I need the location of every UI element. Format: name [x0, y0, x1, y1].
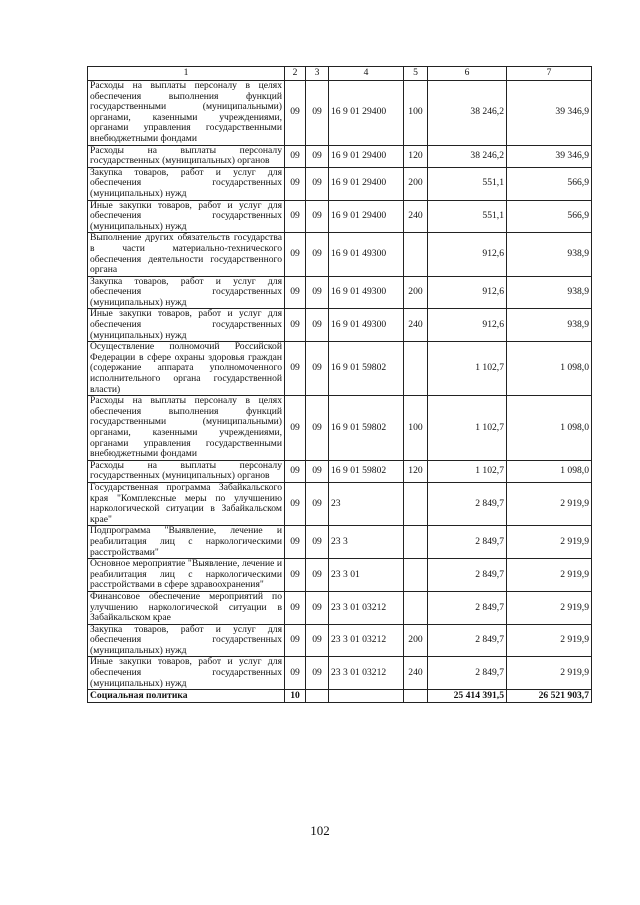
row-expense-type: 100	[404, 396, 428, 461]
row-subsection: 09	[306, 276, 329, 309]
row-subsection: 09	[306, 145, 329, 167]
row-expense-type	[404, 233, 428, 276]
row-name: Расходы на выплаты персоналу в целях обеспечения выполнения функций государственными (муниципальными) органами, казенными учреждениями, органами управления государственными внебюджетными фондами	[88, 396, 285, 461]
table-row	[88, 200, 592, 233]
row-subsection: 09	[306, 482, 329, 525]
row-name: Подпрограмма "Выявление, лечение и реабилитация лиц с наркологическими расстройствами"	[88, 526, 285, 559]
row-section: 09	[285, 276, 306, 309]
row-target-article: 16 9 01 59802	[329, 460, 404, 482]
row-subsection: 09	[306, 526, 329, 559]
row-subsection: 09	[306, 81, 329, 146]
row-amount-year1: 1 102,7	[428, 460, 507, 482]
row-target-article: 16 9 01 59802	[329, 342, 404, 396]
row-section: 09	[285, 233, 306, 276]
column-header-7: 7	[507, 67, 592, 81]
row-expense-type: 120	[404, 460, 428, 482]
row-amount-year2: 1 098,0	[507, 396, 592, 461]
row-amount-year1: 2 849,7	[428, 624, 507, 657]
row-section: 09	[285, 657, 306, 690]
row-target-article: 23 3 01 03212	[329, 624, 404, 657]
total-expense-type	[404, 690, 428, 703]
row-subsection: 09	[306, 657, 329, 690]
table-row	[88, 559, 592, 592]
row-section: 09	[285, 460, 306, 482]
table-body	[88, 81, 592, 690]
column-header-1: 1	[88, 67, 285, 81]
column-header-5: 5	[404, 67, 428, 81]
row-name: Закупка товаров, работ и услуг для обеспечения государственных (муниципальных) нужд	[88, 276, 285, 309]
total-row	[88, 690, 592, 703]
row-target-article: 16 9 01 29400	[329, 81, 404, 146]
total-amount-year2: 26 521 903,7	[507, 690, 592, 703]
row-amount-year2: 2 919,9	[507, 657, 592, 690]
row-amount-year1: 912,6	[428, 309, 507, 342]
row-name: Иные закупки товаров, работ и услуг для обеспечения государственных (муниципальных) нужд	[88, 200, 285, 233]
row-amount-year1: 1 102,7	[428, 342, 507, 396]
row-expense-type: 100	[404, 81, 428, 146]
row-target-article: 16 9 01 59802	[329, 396, 404, 461]
row-expense-type	[404, 559, 428, 592]
row-target-article: 23 3 01	[329, 559, 404, 592]
row-amount-year1: 2 849,7	[428, 482, 507, 525]
row-amount-year2: 1 098,0	[507, 342, 592, 396]
row-section: 09	[285, 167, 306, 200]
table-row	[88, 342, 592, 396]
table-row	[88, 482, 592, 525]
row-amount-year2: 2 919,9	[507, 624, 592, 657]
row-expense-type: 240	[404, 657, 428, 690]
row-target-article: 23	[329, 482, 404, 525]
row-expense-type: 200	[404, 624, 428, 657]
column-header-2: 2	[285, 67, 306, 81]
column-header-6: 6	[428, 67, 507, 81]
row-subsection: 09	[306, 309, 329, 342]
row-expense-type	[404, 342, 428, 396]
row-subsection: 09	[306, 559, 329, 592]
row-subsection: 09	[306, 342, 329, 396]
total-subsection	[306, 690, 329, 703]
row-subsection: 09	[306, 624, 329, 657]
row-subsection: 09	[306, 396, 329, 461]
row-amount-year2: 938,9	[507, 309, 592, 342]
row-amount-year2: 2 919,9	[507, 526, 592, 559]
row-section: 09	[285, 624, 306, 657]
row-section: 09	[285, 559, 306, 592]
row-amount-year1: 912,6	[428, 276, 507, 309]
row-section: 09	[285, 591, 306, 624]
row-expense-type: 200	[404, 167, 428, 200]
row-section: 09	[285, 200, 306, 233]
table-row	[88, 526, 592, 559]
row-target-article: 23 3	[329, 526, 404, 559]
row-subsection: 09	[306, 460, 329, 482]
row-amount-year1: 2 849,7	[428, 559, 507, 592]
row-section: 09	[285, 396, 306, 461]
row-section: 09	[285, 482, 306, 525]
page-number: 102	[310, 823, 330, 838]
row-amount-year1: 551,1	[428, 200, 507, 233]
table-row	[88, 233, 592, 276]
row-subsection: 09	[306, 200, 329, 233]
row-target-article: 16 9 01 49300	[329, 233, 404, 276]
row-subsection: 09	[306, 167, 329, 200]
row-amount-year1: 551,1	[428, 167, 507, 200]
row-name: Выполнение других обязательств государства в части материально-технического обеспечения деятельности государственного органа	[88, 233, 285, 276]
row-amount-year2: 2 919,9	[507, 482, 592, 525]
row-expense-type	[404, 591, 428, 624]
row-amount-year2: 938,9	[507, 233, 592, 276]
table-row	[88, 624, 592, 657]
row-amount-year1: 2 849,7	[428, 591, 507, 624]
row-name: Иные закупки товаров, работ и услуг для обеспечения государственных (муниципальных) нужд	[88, 309, 285, 342]
table-row	[88, 276, 592, 309]
row-name: Иные закупки товаров, работ и услуг для обеспечения государственных (муниципальных) нужд	[88, 657, 285, 690]
row-target-article: 16 9 01 49300	[329, 309, 404, 342]
column-header-4: 4	[329, 67, 404, 81]
row-name: Закупка товаров, работ и услуг для обеспечения государственных (муниципальных) нужд	[88, 167, 285, 200]
row-subsection: 09	[306, 233, 329, 276]
row-section: 09	[285, 309, 306, 342]
row-amount-year2: 938,9	[507, 276, 592, 309]
row-name: Осуществление полномочий Российской Федерации в сфере охраны здоровья граждан (содержание аппарата уполномоченного исполнительного органа государственной власти)	[88, 342, 285, 396]
row-name: Закупка товаров, работ и услуг для обеспечения государственных (муниципальных) нужд	[88, 624, 285, 657]
total-amount-year1: 25 414 391,5	[428, 690, 507, 703]
row-amount-year2: 2 919,9	[507, 559, 592, 592]
total-name: Социальная политика	[88, 690, 285, 703]
row-expense-type: 240	[404, 200, 428, 233]
table-row	[88, 81, 592, 146]
row-expense-type: 240	[404, 309, 428, 342]
table-row	[88, 396, 592, 461]
row-target-article: 16 9 01 29400	[329, 145, 404, 167]
total-section: 10	[285, 690, 306, 703]
table-row	[88, 167, 592, 200]
row-target-article: 16 9 01 29400	[329, 200, 404, 233]
row-amount-year2: 566,9	[507, 200, 592, 233]
row-amount-year1: 2 849,7	[428, 526, 507, 559]
row-expense-type: 200	[404, 276, 428, 309]
row-section: 09	[285, 81, 306, 146]
row-amount-year2: 1 098,0	[507, 460, 592, 482]
row-name: Финансовое обеспечение мероприятий по улучшению наркологической ситуации в Забайкальском крае	[88, 591, 285, 624]
row-amount-year2: 2 919,9	[507, 591, 592, 624]
row-name: Расходы на выплаты персоналу государственных (муниципальных) органов	[88, 460, 285, 482]
row-target-article: 16 9 01 49300	[329, 276, 404, 309]
total-target-article	[329, 690, 404, 703]
table-row	[88, 145, 592, 167]
table-row	[88, 591, 592, 624]
column-number-row	[88, 67, 592, 81]
row-target-article: 23 3 01 03212	[329, 591, 404, 624]
row-name: Расходы на выплаты персоналу государственных (муниципальных) органов	[88, 145, 285, 167]
row-name: Основное мероприятие "Выявление, лечение и реабилитация лиц с наркологическими расстройствами в сфере здравоохранения"	[88, 559, 285, 592]
row-expense-type	[404, 526, 428, 559]
row-amount-year2: 39 346,9	[507, 145, 592, 167]
row-amount-year1: 2 849,7	[428, 657, 507, 690]
row-amount-year2: 566,9	[507, 167, 592, 200]
row-section: 09	[285, 342, 306, 396]
table-row	[88, 657, 592, 690]
row-amount-year2: 39 346,9	[507, 81, 592, 146]
row-section: 09	[285, 145, 306, 167]
row-name: Расходы на выплаты персоналу в целях обеспечения выполнения функций государственными (муниципальными) органами, казенными учреждениями, органами управления государственными внебюджетными фондами	[88, 81, 285, 146]
row-amount-year1: 38 246,2	[428, 145, 507, 167]
row-target-article: 16 9 01 29400	[329, 167, 404, 200]
row-section: 09	[285, 526, 306, 559]
row-expense-type: 120	[404, 145, 428, 167]
column-header-3: 3	[306, 67, 329, 81]
row-expense-type	[404, 482, 428, 525]
row-amount-year1: 912,6	[428, 233, 507, 276]
row-amount-year1: 38 246,2	[428, 81, 507, 146]
table-row	[88, 460, 592, 482]
row-target-article: 23 3 01 03212	[329, 657, 404, 690]
table-row	[88, 309, 592, 342]
budget-table	[87, 66, 592, 703]
row-subsection: 09	[306, 591, 329, 624]
row-name: Государственная программа Забайкальского края "Комплексные меры по улучшению наркологической ситуации в Забайкальском крае"	[88, 482, 285, 525]
row-amount-year1: 1 102,7	[428, 396, 507, 461]
